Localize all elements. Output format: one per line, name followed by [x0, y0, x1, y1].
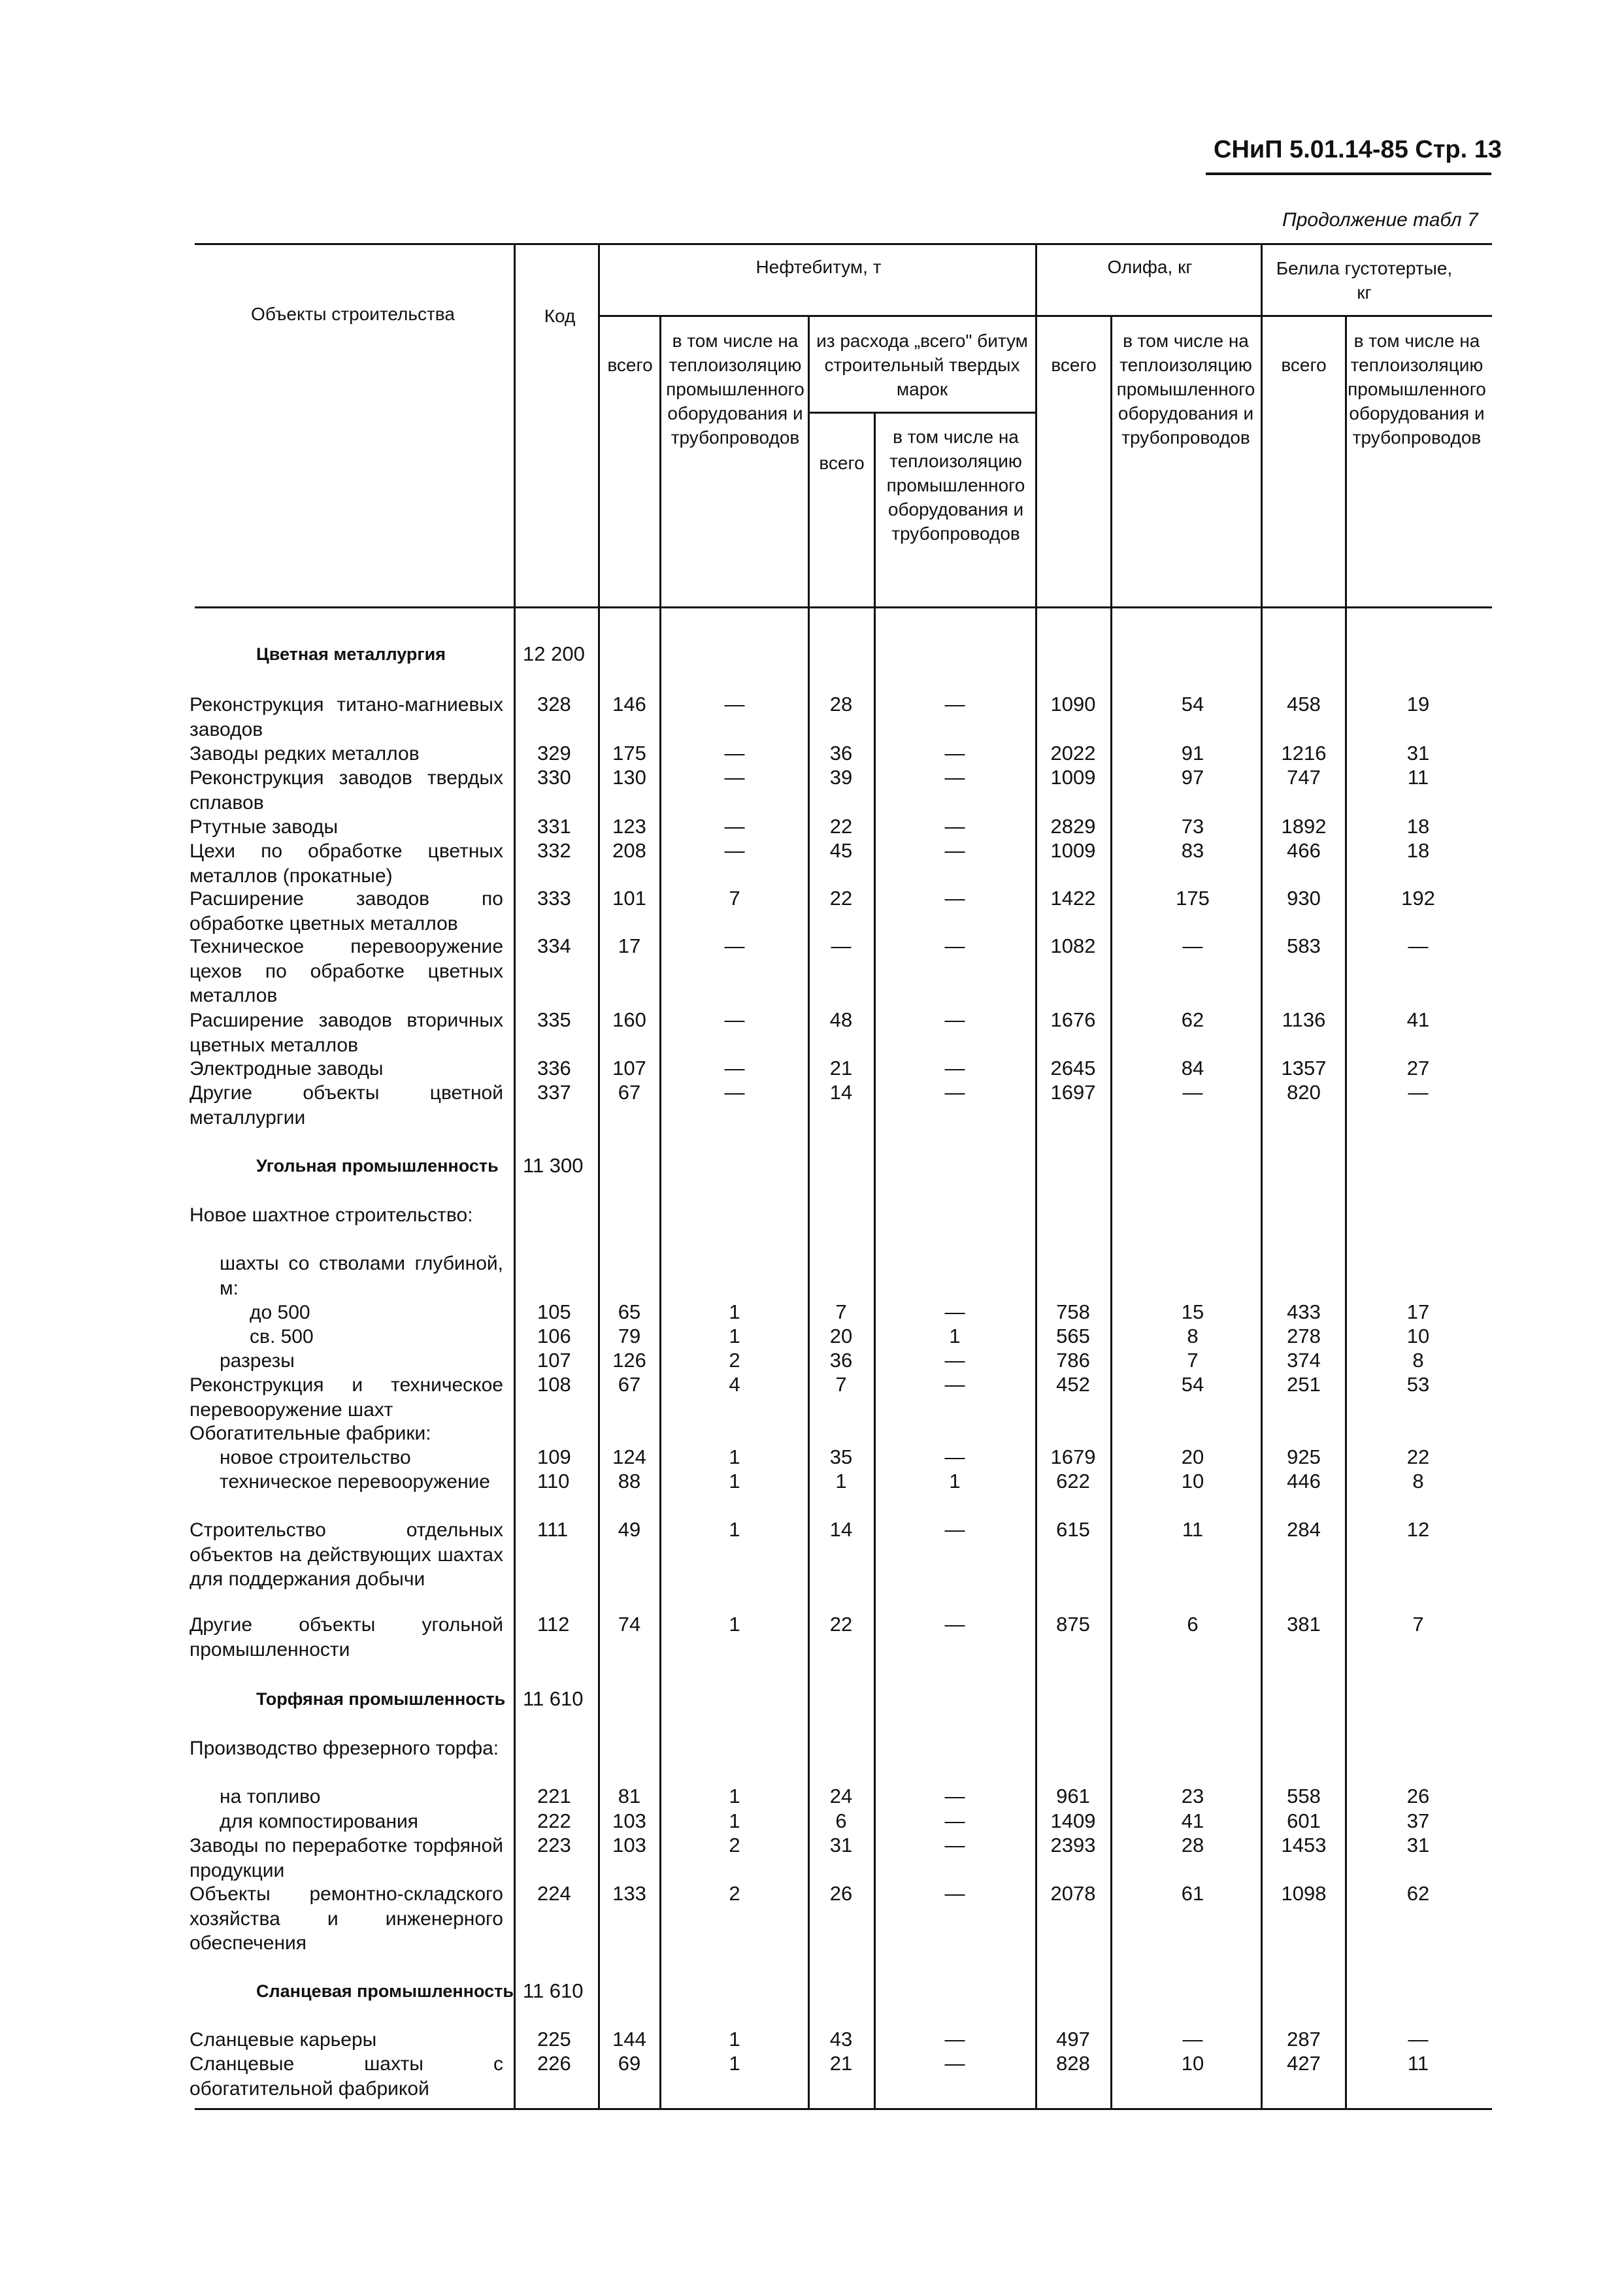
section-code: 11 300 — [523, 1154, 584, 1177]
row-code: 330 — [537, 766, 571, 789]
col-belila-total-header: всего — [1281, 355, 1327, 375]
cell-value: 7 — [835, 1300, 847, 1323]
cell-value: 1 — [729, 1518, 740, 1541]
cell-value: 2078 — [1050, 1882, 1096, 1905]
cell-value: — — [724, 742, 745, 765]
cell-value: 1357 — [1281, 1057, 1327, 1080]
row-name: Расширение заводов по обработке цветных металлов — [190, 888, 503, 934]
cell-value: — — [944, 1445, 965, 1468]
row-code: 329 — [537, 742, 571, 765]
row-name: Строительство отдельных объектов на действующих шахтах для поддержания добычи — [190, 1519, 503, 1590]
cell-value: 144 — [612, 2028, 646, 2051]
cell-value: 175 — [1176, 887, 1210, 910]
row-name: Техническое перевооружение цехов по обработке цветных металлов — [190, 936, 503, 1006]
cell-value: 10 — [1181, 2052, 1204, 2075]
section-title: Сланцевая промышленность — [256, 1981, 514, 2001]
row-name: Новое шахтное строительство: — [190, 1204, 473, 1226]
cell-value: 23 — [1181, 1785, 1204, 1807]
col-bitumen-total-header: всего — [819, 453, 865, 473]
cell-value: 101 — [612, 887, 646, 910]
cell-value: 961 — [1056, 1785, 1090, 1807]
cell-value: 1697 — [1050, 1081, 1096, 1104]
cell-value: 41 — [1406, 1008, 1430, 1031]
row-name: разрезы — [220, 1350, 295, 1372]
row-code: 332 — [537, 839, 571, 862]
col-neft-of-total-header: из расхода „всего" битум строительный твердых марок — [816, 331, 1028, 399]
section-title: Цветная металлургия — [256, 644, 446, 664]
cell-value: 123 — [612, 815, 646, 838]
cell-value: 8 — [1187, 1325, 1199, 1347]
table-bottom-rule — [195, 2108, 1492, 2110]
cell-value: 27 — [1406, 1057, 1430, 1080]
row-name: Производство фрезерного торфа: — [190, 1738, 499, 1759]
cell-value: 1 — [729, 2028, 740, 2051]
cell-value: 1892 — [1281, 815, 1327, 838]
cell-value: 4 — [729, 1373, 740, 1396]
row-code: 223 — [537, 1834, 571, 1856]
row-name: Сланцевые шахты с обогатительной фабрикой — [190, 2053, 503, 2100]
row-name: Объекты ремонтно-складского хозяйства и инженерного обеспечения — [190, 1883, 503, 1954]
cell-value: 15 — [1181, 1300, 1204, 1323]
row-name: Заводы по переработке торфяной продукции — [190, 1835, 503, 1881]
cell-value: — — [944, 693, 965, 716]
row-name: Электродные заводы — [190, 1058, 384, 1080]
cell-value: 1098 — [1281, 1882, 1327, 1905]
cell-value: 2393 — [1050, 1834, 1096, 1856]
cell-value: 427 — [1287, 2052, 1321, 2075]
cell-value: 43 — [829, 2028, 853, 2051]
cell-value: 1136 — [1282, 1008, 1326, 1031]
cell-value: 54 — [1181, 693, 1204, 716]
cell-value: 1090 — [1050, 693, 1096, 716]
cell-value: 11 — [1182, 1518, 1204, 1541]
cell-value: 175 — [612, 742, 646, 765]
header-bottom-rule — [195, 606, 1492, 608]
cell-value: 7 — [835, 1373, 847, 1396]
cell-value: 452 — [1056, 1373, 1090, 1396]
cell-value: 61 — [1181, 1882, 1204, 1905]
cell-value: 2 — [729, 1349, 740, 1372]
cell-value: 7 — [729, 887, 740, 910]
col-olifa-header: Олифа, кг — [1107, 257, 1193, 277]
cell-value: 130 — [612, 766, 646, 789]
cell-value: — — [724, 1008, 745, 1031]
cell-value: 83 — [1181, 839, 1204, 862]
row-code: 222 — [537, 1809, 571, 1832]
cell-value: 84 — [1181, 1057, 1204, 1080]
cell-value: 126 — [612, 1349, 646, 1372]
cell-value: 1009 — [1050, 766, 1096, 789]
cell-value: — — [724, 693, 745, 716]
cell-value: — — [724, 934, 745, 957]
cell-value: 192 — [1401, 887, 1435, 910]
cell-value: 19 — [1406, 693, 1430, 716]
row-code: 226 — [537, 2052, 571, 2075]
cell-value: 107 — [612, 1057, 646, 1080]
cell-value: — — [944, 887, 965, 910]
row-name: Расширение заводов вторичных цветных металлов — [190, 1010, 503, 1056]
col-bitumen-thermo-header: в том числе на теплоизоляцию промышленного оборудования и трубопроводов — [886, 427, 1025, 544]
cell-value: 39 — [829, 766, 853, 789]
cell-value: 1 — [729, 1445, 740, 1468]
col-belila-header: Белила густотертые, кг — [1276, 258, 1453, 303]
cell-value: — — [831, 934, 852, 957]
row-code: 336 — [537, 1057, 571, 1080]
row-name: Реконструкция и техническое перевооружение шахт — [190, 1374, 503, 1421]
cell-value: 278 — [1287, 1325, 1321, 1347]
cell-value: 925 — [1287, 1445, 1321, 1468]
row-code: 112 — [537, 1613, 570, 1636]
cell-value: 14 — [829, 1518, 853, 1541]
cell-value: 28 — [829, 693, 853, 716]
cell-value: 1 — [729, 2052, 740, 2075]
cell-value: 2645 — [1050, 1057, 1096, 1080]
cell-value: 124 — [612, 1445, 646, 1468]
cell-value: 1 — [729, 1613, 740, 1636]
row-name: до 500 — [250, 1302, 310, 1323]
cell-value: — — [944, 1809, 965, 1832]
cell-value: 1082 — [1050, 934, 1096, 957]
cell-value: 62 — [1181, 1008, 1204, 1031]
cell-value: 48 — [829, 1008, 853, 1031]
row-code: 109 — [537, 1445, 571, 1468]
section-code: 11 610 — [523, 1687, 584, 1710]
cell-value: — — [1408, 2028, 1429, 2051]
row-name: Обогатительные фабрики: — [190, 1423, 431, 1444]
bitumen-subrule — [809, 412, 1035, 414]
cell-value: 133 — [612, 1882, 646, 1905]
cell-value: 583 — [1287, 934, 1321, 957]
cell-value: — — [944, 1081, 965, 1104]
cell-value: 54 — [1181, 1373, 1204, 1396]
row-name: Другие объекты угольной промышленности — [190, 1614, 503, 1660]
cell-value: 875 — [1056, 1613, 1090, 1636]
row-code: 333 — [537, 887, 571, 910]
cell-value: — — [944, 1008, 965, 1031]
row-code: 107 — [537, 1349, 571, 1372]
cell-value: 62 — [1406, 1882, 1430, 1905]
cell-value: 820 — [1287, 1081, 1321, 1104]
cell-value: 565 — [1056, 1325, 1090, 1347]
row-name: св. 500 — [250, 1326, 314, 1347]
cell-value: 73 — [1181, 815, 1204, 838]
cell-value: 446 — [1287, 1470, 1321, 1493]
row-code: 331 — [537, 815, 571, 838]
cell-value: 1 — [729, 1785, 740, 1807]
cell-value: — — [944, 1300, 965, 1323]
cell-value: 160 — [612, 1008, 646, 1031]
cell-value: 26 — [1406, 1785, 1430, 1807]
row-name: Реконструкция заводов твердых сплавов — [190, 767, 503, 814]
cell-value: 601 — [1287, 1809, 1321, 1832]
table-continuation-label: Продолжение табл 7 — [1282, 209, 1478, 231]
section-title: Торфяная промышленность — [256, 1689, 506, 1709]
cell-value: 91 — [1181, 742, 1204, 765]
cell-value: 67 — [618, 1373, 641, 1396]
cell-value: — — [1408, 934, 1429, 957]
col-code-header: Код — [544, 306, 576, 326]
header-rule — [1206, 173, 1491, 175]
cell-value: 2829 — [1050, 815, 1096, 838]
cell-value: 2 — [729, 1882, 740, 1905]
row-code: 221 — [537, 1785, 571, 1807]
section-code: 11 610 — [523, 1979, 584, 2002]
row-name: Ртутные заводы — [190, 816, 339, 838]
cell-value: — — [724, 815, 745, 838]
cell-value: 1676 — [1050, 1008, 1096, 1031]
cell-value: 69 — [618, 2052, 641, 2075]
cell-value: 103 — [612, 1834, 646, 1856]
row-code: 108 — [537, 1373, 571, 1396]
cell-value: 622 — [1056, 1470, 1090, 1493]
cell-value: 20 — [1181, 1445, 1204, 1468]
cell-value: — — [944, 1613, 965, 1636]
row-name: на топливо — [220, 1786, 321, 1807]
cell-value: 53 — [1406, 1373, 1430, 1396]
cell-value: 747 — [1287, 766, 1321, 789]
cell-value: 31 — [1406, 742, 1430, 765]
cell-value: 381 — [1287, 1613, 1321, 1636]
document-reference: СНиП 5.01.14-85 Стр. 13 — [1214, 136, 1502, 163]
row-name: для компостирования — [220, 1811, 419, 1832]
cell-value: — — [944, 766, 965, 789]
cell-value: 22 — [829, 1613, 853, 1636]
cell-value: 1216 — [1281, 742, 1327, 765]
cell-value: 20 — [829, 1325, 853, 1347]
rule-v-belila-total — [1345, 315, 1347, 2109]
cell-value: 37 — [1406, 1809, 1430, 1832]
cell-value: 8 — [1412, 1470, 1424, 1493]
rule-v-objects — [514, 243, 516, 2109]
cell-value: 1453 — [1281, 1834, 1327, 1856]
row-name: техническое перевооружение — [220, 1471, 490, 1493]
cell-value: — — [1408, 1081, 1429, 1104]
row-code: 105 — [537, 1300, 571, 1323]
cell-value: 1 — [729, 1300, 740, 1323]
cell-value: 79 — [618, 1325, 641, 1347]
row-code: 334 — [537, 934, 571, 957]
cell-value: 49 — [618, 1518, 641, 1541]
cell-value: — — [944, 742, 965, 765]
section-code: 12 200 — [523, 642, 585, 665]
cell-value: — — [944, 1349, 965, 1372]
cell-value: — — [944, 1785, 965, 1807]
cell-value: 21 — [829, 2052, 853, 2075]
cell-value: 284 — [1287, 1518, 1321, 1541]
cell-value: 6 — [1187, 1613, 1199, 1636]
row-name: Заводы редких металлов — [190, 743, 420, 765]
row-name: Цехи по обработке цветных металлов (прокатные) — [190, 840, 503, 887]
rule-v-olifa-end — [1261, 243, 1263, 2109]
cell-value: 1409 — [1050, 1809, 1096, 1832]
cell-value: 146 — [612, 693, 646, 716]
cell-value: 374 — [1287, 1349, 1321, 1372]
cell-value: — — [944, 934, 965, 957]
cell-value: 103 — [612, 1809, 646, 1832]
cell-value: — — [944, 2052, 965, 2075]
cell-value: 208 — [612, 839, 646, 862]
cell-value: 287 — [1287, 2028, 1321, 2051]
cell-value: 497 — [1056, 2028, 1090, 2051]
cell-value: — — [1182, 1081, 1203, 1104]
row-name: шахты со стволами глубиной, м: — [220, 1253, 503, 1299]
cell-value: 786 — [1056, 1349, 1090, 1372]
cell-value: 26 — [829, 1882, 853, 1905]
cell-value: — — [944, 2028, 965, 2051]
col-objects-header: Объекты строительства — [251, 304, 455, 324]
cell-value: 930 — [1287, 887, 1321, 910]
col-neft-thermo-header: в том числе на теплоизоляцию промышленного оборудования и трубопроводов — [666, 331, 804, 448]
row-name: новое строительство — [220, 1447, 411, 1468]
col-olifa-total-header: всего — [1051, 355, 1097, 375]
cell-value: 1 — [729, 1809, 740, 1832]
row-code: 335 — [537, 1008, 571, 1031]
cell-value: 1 — [835, 1470, 847, 1493]
col-olifa-thermo-header: в том числе на теплоизоляцию промышленного оборудования и трубопроводов — [1116, 331, 1255, 448]
cell-value: 6 — [835, 1809, 847, 1832]
cell-value: 7 — [1412, 1613, 1424, 1636]
cell-value: 41 — [1181, 1809, 1204, 1832]
cell-value: 11 — [1407, 766, 1429, 789]
cell-value: 7 — [1187, 1349, 1199, 1372]
cell-value: 22 — [1406, 1445, 1430, 1468]
cell-value: 10 — [1406, 1325, 1430, 1347]
cell-value: 1 — [729, 1470, 740, 1493]
cell-value: 88 — [618, 1470, 641, 1493]
cell-value: 1 — [949, 1325, 961, 1347]
section-title: Угольная промышленность — [256, 1156, 499, 1176]
cell-value: 1422 — [1050, 887, 1096, 910]
cell-value: 12 — [1406, 1518, 1430, 1541]
table-top-rule — [195, 243, 1492, 245]
cell-value: 1679 — [1050, 1445, 1096, 1468]
cell-value: 558 — [1287, 1785, 1321, 1807]
cell-value: 24 — [829, 1785, 853, 1807]
cell-value: 97 — [1181, 766, 1204, 789]
cell-value: 466 — [1287, 839, 1321, 862]
cell-value: 36 — [829, 742, 853, 765]
col-neft-total-header: всего — [607, 355, 653, 375]
row-code: 111 — [537, 1518, 569, 1541]
row-code: 224 — [537, 1882, 571, 1905]
cell-value: 615 — [1056, 1518, 1090, 1541]
row-code: 106 — [537, 1325, 571, 1347]
cell-value: — — [1182, 2028, 1203, 2051]
cell-value: 67 — [618, 1081, 641, 1104]
cell-value: 10 — [1181, 1470, 1204, 1493]
cell-value: — — [944, 1373, 965, 1396]
cell-value: 21 — [829, 1057, 853, 1080]
row-code: 328 — [537, 693, 571, 716]
cell-value: 2 — [729, 1834, 740, 1856]
row-code: 337 — [537, 1081, 571, 1104]
cell-value: 18 — [1406, 839, 1430, 862]
cell-value: 18 — [1406, 815, 1430, 838]
cell-value: 81 — [618, 1785, 641, 1807]
cell-value: 17 — [1406, 1300, 1430, 1323]
cell-value: — — [724, 839, 745, 862]
cell-value: 1 — [949, 1470, 961, 1493]
cell-value: 1009 — [1050, 839, 1096, 862]
cell-value: 458 — [1287, 693, 1321, 716]
cell-value: 22 — [829, 815, 853, 838]
row-code: 110 — [537, 1470, 570, 1493]
col-belila-thermo-header: в том числе на теплоизоляцию промышленного оборудования и трубопроводов — [1348, 331, 1486, 448]
cell-value: 28 — [1181, 1834, 1204, 1856]
cell-value: 251 — [1287, 1373, 1321, 1396]
cell-value: — — [724, 1081, 745, 1104]
row-name: Другие объекты цветной металлургии — [190, 1082, 503, 1129]
cell-value: 74 — [618, 1613, 641, 1636]
cell-value: — — [724, 1057, 745, 1080]
cell-value: 828 — [1056, 2052, 1090, 2075]
cell-value: 31 — [1406, 1834, 1430, 1856]
cell-value: 35 — [829, 1445, 853, 1468]
cell-value: 758 — [1056, 1300, 1090, 1323]
header-subrule — [600, 315, 1492, 317]
cell-value: 45 — [829, 839, 853, 862]
row-name: Сланцевые карьеры — [190, 2029, 377, 2051]
cell-value: — — [944, 1834, 965, 1856]
cell-value: 1 — [729, 1325, 740, 1347]
cell-value: 11 — [1407, 2052, 1429, 2075]
cell-value: — — [1182, 934, 1203, 957]
cell-value: — — [724, 766, 745, 789]
cell-value: 36 — [829, 1349, 853, 1372]
cell-value: — — [944, 1882, 965, 1905]
row-name: Реконструкция титано-магниевых заводов — [190, 694, 503, 740]
cell-value: 8 — [1412, 1349, 1424, 1372]
cell-value: 22 — [829, 887, 853, 910]
cell-value: — — [944, 1518, 965, 1541]
col-neftebitum-header: Нефтебитум, т — [755, 257, 882, 277]
cell-value: — — [944, 815, 965, 838]
cell-value: 65 — [618, 1300, 641, 1323]
cell-value: 17 — [618, 934, 641, 957]
cell-value: — — [944, 1057, 965, 1080]
row-code: 225 — [537, 2028, 571, 2051]
cell-value: 14 — [829, 1081, 853, 1104]
cell-value: — — [944, 839, 965, 862]
cell-value: 433 — [1287, 1300, 1321, 1323]
cell-value: 31 — [829, 1834, 853, 1856]
cell-value: 2022 — [1050, 742, 1096, 765]
